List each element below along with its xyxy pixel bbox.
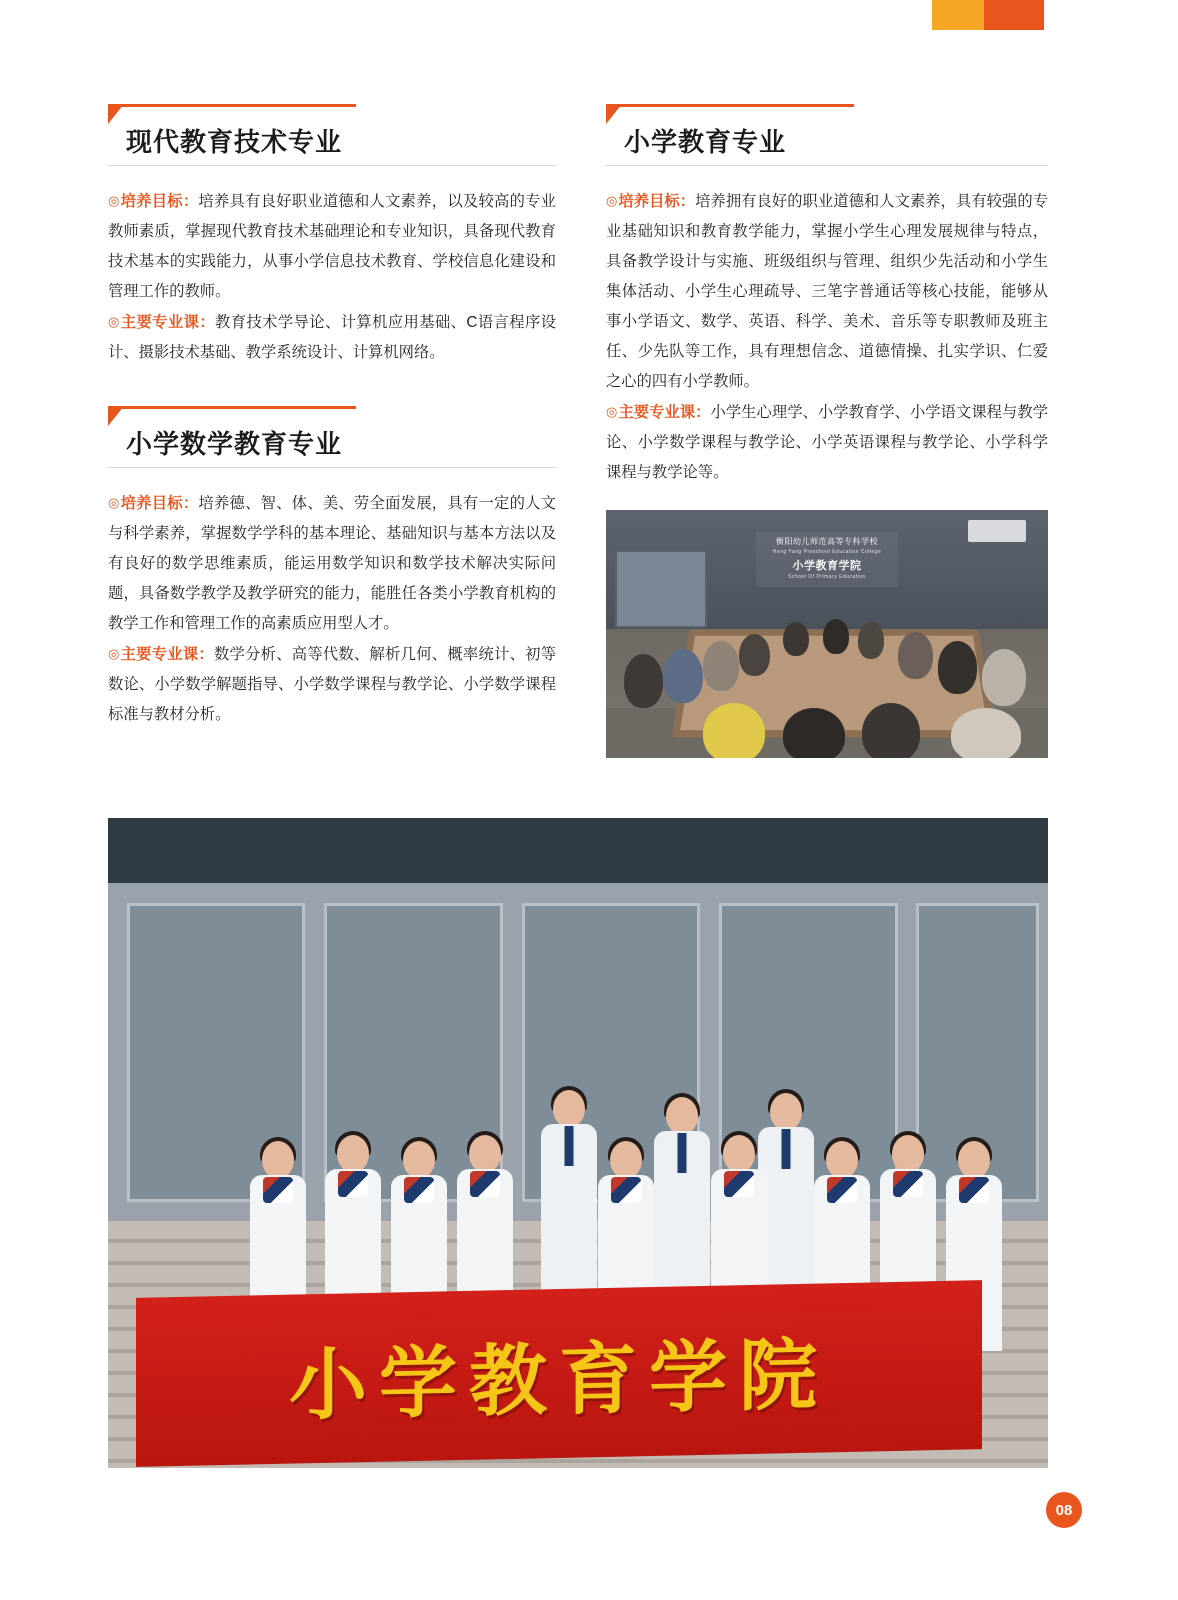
- section-title: 小学数学教育专业: [126, 429, 343, 459]
- section-modern-education-technology: [108, 104, 556, 368]
- person-silhouette: [938, 641, 978, 693]
- left-column: [108, 104, 556, 730]
- head: [958, 1141, 990, 1179]
- paragraph-text: 小学生心理学、小学教育学、小学语文课程与教学论、小学数学课程与教学论、小学英语课程与教学论、小学科学课程与教学论等。: [606, 404, 1048, 481]
- marker-orange: [984, 0, 1044, 30]
- section-header: [108, 104, 556, 166]
- top-corner-marks: [932, 0, 1044, 30]
- banner-line-1: 衡阳幼儿师范高等专科学校: [775, 537, 878, 547]
- bullet-icon: ◎: [108, 495, 120, 510]
- header-underline: [606, 165, 1048, 166]
- header-underline: [108, 165, 556, 166]
- head: [770, 1093, 802, 1131]
- scarf: [827, 1177, 857, 1203]
- scarf: [893, 1171, 923, 1197]
- head: [262, 1141, 294, 1179]
- person-silhouette: [624, 654, 664, 709]
- header-rule: [606, 104, 854, 107]
- meeting-photo: [606, 510, 1048, 758]
- paragraph-lead: 培养目标：: [120, 495, 199, 512]
- paragraph-text: 数学分析、高等代数、解析几何、概率统计、初等数论、小学数学解题指导、小学数学课程与教学论、小学数学课程标准与教材分析。: [108, 646, 556, 723]
- paragraph-text: 教育技术学导论、计算机应用基础、C语言程序设计、摄影技术基础、教学系统设计、计算机网络。: [108, 314, 556, 361]
- bullet-icon: ◎: [606, 404, 618, 419]
- paragraph-text: 培养德、智、体、美、劳全面发展，具有一定的人文与科学素养，掌握数学学科的基本理论、基础知识与基本方法以及有良好的数学思维素质，能运用数学知识和数学技术解决实际问题，具备数学教学及教学研究的能力，能胜任各类小学教育机构的教学工作和管理工作的高素质应用型人才。: [108, 495, 556, 632]
- group-photo: [108, 818, 1048, 1468]
- bullet-icon: ◎: [108, 193, 120, 208]
- section-title: 小学教育专业: [624, 127, 787, 157]
- marker-yellow: [932, 0, 984, 30]
- banner-line-3: Heng Yang Preschool Education College: [772, 549, 882, 556]
- header-underline: [108, 467, 556, 468]
- banner-line-4: School Of Primary Education: [788, 574, 866, 581]
- section-header: [108, 406, 556, 468]
- person-silhouette: [783, 622, 810, 657]
- section-body: [108, 186, 556, 368]
- person-silhouette: [663, 649, 703, 704]
- scarf: [470, 1171, 500, 1197]
- scarf: [404, 1177, 434, 1203]
- bullet-icon: ◎: [108, 646, 120, 661]
- header-corner-triangle: [606, 104, 622, 124]
- person-silhouette: [739, 634, 770, 676]
- paragraph-training-goal: [606, 186, 1048, 397]
- banner-line-2: 小学教育学院: [792, 560, 862, 573]
- scarf: [338, 1171, 368, 1197]
- scarf: [611, 1177, 641, 1203]
- paragraph-lead: 主要专业课：: [120, 646, 214, 663]
- scarf: [959, 1177, 989, 1203]
- bullet-icon: ◎: [108, 314, 120, 329]
- meeting-banner: [756, 532, 897, 587]
- meeting-window: [615, 550, 707, 628]
- person-silhouette: [898, 632, 933, 679]
- header-rule: [108, 104, 356, 107]
- header-rule: [108, 406, 356, 409]
- head: [337, 1135, 369, 1173]
- head: [403, 1141, 435, 1179]
- section-body: [108, 488, 556, 730]
- person-silhouette: [703, 641, 738, 691]
- paragraph-lead: 主要专业课：: [618, 404, 711, 421]
- paragraph-main-courses: [108, 639, 556, 730]
- paragraph-text: 培养具有良好职业道德和人文素养，以及较高的专业教师素质，掌握现代教育技术基础理论和专业知识，具备现代教育技术基本的实践能力，从事小学信息技术教育、学校信息化建设和管理工作的教师。: [108, 193, 556, 300]
- person-silhouette: [858, 622, 885, 659]
- head: [469, 1135, 501, 1173]
- paragraph-training-goal: [108, 186, 556, 307]
- paragraph-main-courses: [108, 307, 556, 368]
- necktie: [678, 1133, 687, 1173]
- right-column: [606, 104, 1048, 758]
- person-silhouette: [703, 703, 765, 758]
- person-silhouette: [982, 649, 1026, 706]
- head: [892, 1135, 924, 1173]
- photo-banner: [136, 1280, 982, 1467]
- section-primary-math-education: [108, 406, 556, 730]
- paragraph-lead: 主要专业课：: [120, 314, 216, 331]
- paragraph-lead: 培养目标：: [120, 193, 199, 210]
- section-header: [606, 104, 1048, 166]
- head: [610, 1141, 642, 1179]
- header-corner-triangle: [108, 406, 124, 426]
- section-title: 现代教育技术专业: [126, 127, 343, 157]
- header-corner-triangle: [108, 104, 124, 124]
- paragraph-text: 培养拥有良好的职业道德和人文素养，具有较强的专业基础知识和教育教学能力，掌握小学生心理发展规律与特点，具备教学设计与实施、班级组织与管理、组织少先活动和小学生集体活动、小学生心理疏导、三笔字普通话等核心技能，能够从事小学语文、数学、英语、科学、美术、音乐等专职教师及班主任、少先队等工作，具有理想信念、道德情操、扎实学识、仁爱之心的四有小学教师。: [606, 193, 1048, 390]
- scarf: [263, 1177, 293, 1203]
- bullet-icon: ◎: [606, 193, 618, 208]
- section-body: [606, 186, 1048, 488]
- person-silhouette: [823, 619, 850, 654]
- necktie: [781, 1129, 790, 1169]
- person-silhouette: [783, 708, 845, 758]
- paragraph-main-courses: [606, 397, 1048, 488]
- page-number: 08: [1046, 1492, 1082, 1528]
- building-roof: [108, 818, 1048, 883]
- head: [826, 1141, 858, 1179]
- head: [723, 1135, 755, 1173]
- person-silhouette: [951, 708, 1022, 758]
- head: [666, 1097, 698, 1135]
- paragraph-training-goal: [108, 488, 556, 639]
- necktie: [565, 1126, 574, 1166]
- section-primary-education: [606, 104, 1048, 488]
- banner-text: 小学教育学院: [289, 1330, 830, 1430]
- scarf: [724, 1171, 754, 1197]
- paragraph-lead: 培养目标：: [618, 193, 696, 210]
- air-conditioner-icon: [968, 520, 1025, 542]
- head: [553, 1090, 585, 1128]
- person-silhouette: [862, 703, 919, 758]
